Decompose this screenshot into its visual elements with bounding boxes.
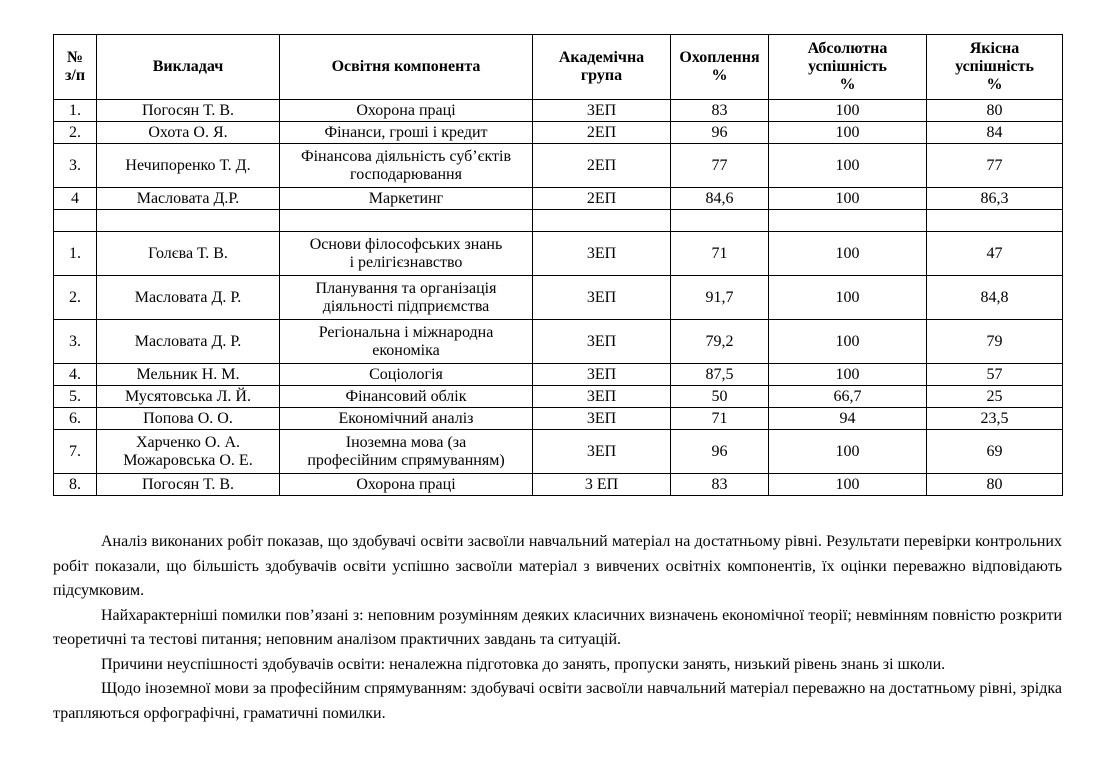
cell-group-text: 3ЕП [586,244,617,262]
cell-group [533,144,671,188]
cell-absolute-success [769,144,927,188]
cell-quality-success-text: 84,8 [980,288,1009,306]
cell-group [533,276,671,320]
cell-teacher-text: Мусятовська Л. Й. [125,387,251,405]
cell-group [533,386,671,408]
cell-absolute-success-text: 66,7 [833,387,862,405]
header-component: Освітня компонента [280,35,533,100]
cell-coverage [671,386,769,408]
cell-coverage-text: 50 [711,387,728,405]
cell-coverage [671,210,769,232]
cell-number [54,320,97,364]
cell-absolute-success [769,430,927,474]
table-row [54,100,1063,122]
cell-component-text: Маркетинг [368,189,444,207]
cell-quality-success [927,430,1063,474]
cell-number-text: 3. [69,156,81,174]
header-coverage: Охоплення % [671,35,769,100]
cell-component [280,364,533,386]
cell-teacher-text: Харченко О. А. Можаровська О. Е. [123,433,253,469]
cell-number [54,122,97,144]
header-teacher: Викладач [97,35,280,100]
table-row [54,210,1063,232]
cell-component-text: Фінансовий облік [345,387,467,405]
cell-absolute-success-text: 100 [835,156,860,174]
cell-component-text: Фінансова діяльність суб’єктів господарювання [300,147,512,183]
cell-coverage-text: 87,5 [705,365,734,383]
cell-coverage-text: 96 [711,123,728,141]
cell-number-text: 4 [71,189,79,207]
cell-absolute-success-text: 94 [839,409,856,427]
table-row [54,232,1063,276]
cell-coverage [671,144,769,188]
cell-quality-success [927,276,1063,320]
cell-component [280,474,533,496]
cell-number-text: 4. [69,365,81,383]
cell-teacher-text: Масловата Д. Р. [134,288,242,306]
cell-group-text: 3ЕП [586,332,617,350]
cell-teacher [97,408,280,430]
cell-component [280,188,533,210]
cell-teacher-text: Мельник Н. М. [136,365,240,383]
cell-component [280,320,533,364]
table-row [54,188,1063,210]
cell-group-text: 2ЕП [586,189,617,207]
cell-absolute-success [769,386,927,408]
cell-coverage-text: 91,7 [705,288,734,306]
cell-group [533,210,671,232]
cell-teacher [97,320,280,364]
table-row [54,386,1063,408]
cell-number [54,100,97,122]
cell-component [280,408,533,430]
cell-number [54,430,97,474]
cell-teacher [97,430,280,474]
cell-coverage [671,364,769,386]
cell-component [280,122,533,144]
paragraph-errors: Найхарактерніші помилки пов’язані з: неповним розумінням деяких класичних визначень економічної теорії; невмінням повністю розкрити теоретичні та тестові питання; неповним аналізом практичних завдань та ситуацій. [53,606,1062,648]
cell-number [54,188,97,210]
cell-quality-success-text: 77 [986,156,1003,174]
cell-group [533,474,671,496]
cell-teacher-text: Масловата Д.Р. [136,189,240,207]
cell-quality-success-text: 79 [986,332,1003,350]
cell-quality-success-text: 47 [986,244,1003,262]
cell-teacher [97,474,280,496]
cell-absolute-success [769,210,927,232]
cell-absolute-success [769,364,927,386]
table-row [54,474,1063,496]
cell-quality-success [927,100,1063,122]
cell-component-text: Охорона праці [356,475,456,493]
cell-quality-success [927,122,1063,144]
cell-teacher-text: Масловата Д. Р. [134,332,242,350]
cell-absolute-success-text: 100 [835,332,860,350]
cell-component [280,232,533,276]
grades-table [53,34,1063,496]
cell-group-text: 3ЕП [586,409,617,427]
header-number: № з/п [54,35,97,100]
cell-coverage [671,100,769,122]
cell-coverage [671,232,769,276]
cell-quality-success-text: 86,3 [980,189,1009,207]
cell-quality-success [927,320,1063,364]
cell-coverage-text: 83 [711,475,728,493]
cell-number-text: 5. [69,387,81,405]
cell-number-text: 7. [69,442,81,460]
cell-quality-success [927,386,1063,408]
cell-teacher [97,210,280,232]
cell-coverage [671,188,769,210]
table-row [54,144,1063,188]
cell-quality-success-text: 84 [986,123,1003,141]
cell-group-text: 3ЕП [586,365,617,383]
cell-group [533,188,671,210]
cell-group-text: 3 ЕП [584,475,619,493]
table-row [54,276,1063,320]
cell-component [280,276,533,320]
cell-group [533,408,671,430]
table-header-row [54,35,1063,100]
cell-component [280,100,533,122]
cell-coverage-text: 96 [711,442,728,460]
cell-number-text: 3. [69,332,81,350]
cell-teacher-text: Попова О. О. [143,409,233,427]
cell-group-text: 3ЕП [586,442,617,460]
cell-number [54,232,97,276]
table-body [54,100,1063,496]
cell-component-text: Економічний аналіз [338,409,474,427]
cell-number-text: 8. [69,475,81,493]
table-row [54,430,1063,474]
cell-teacher [97,122,280,144]
cell-quality-success-text: 80 [986,101,1003,119]
cell-number-text: 2. [69,123,81,141]
cell-absolute-success-text: 100 [835,442,860,460]
cell-absolute-success [769,408,927,430]
cell-quality-success [927,210,1063,232]
cell-absolute-success-text: 100 [835,189,860,207]
cell-coverage-text: 83 [711,101,728,119]
cell-coverage [671,276,769,320]
cell-number [54,408,97,430]
cell-coverage-text: 71 [711,409,728,427]
cell-absolute-success [769,232,927,276]
cell-absolute-success-text: 100 [835,101,860,119]
cell-absolute-success-text: 100 [835,365,860,383]
cell-teacher-text: Погосян Т. В. [142,101,234,119]
cell-teacher [97,386,280,408]
cell-coverage [671,474,769,496]
cell-coverage-text: 71 [711,244,728,262]
cell-number [54,276,97,320]
cell-component [280,144,533,188]
cell-quality-success [927,188,1063,210]
cell-number-text: 1. [69,244,81,262]
cell-coverage [671,320,769,364]
header-absolute-success: Абсолютна успішність % [769,35,927,100]
cell-number [54,210,97,232]
cell-teacher [97,188,280,210]
cell-group-text: 2ЕП [586,123,617,141]
cell-quality-success [927,144,1063,188]
cell-component-text: Охорона праці [356,101,456,119]
cell-quality-success [927,408,1063,430]
cell-group [533,100,671,122]
cell-coverage [671,122,769,144]
cell-coverage [671,408,769,430]
cell-absolute-success [769,122,927,144]
cell-component [280,430,533,474]
cell-component-text: Іноземна мова (за професійним спрямуванням) [307,433,505,469]
cell-absolute-success [769,276,927,320]
cell-absolute-success-text: 100 [835,123,860,141]
table-row [54,364,1063,386]
paragraph-analysis: Аналіз виконаних робіт показав, що здобувачі освіти засвоїли навчальний матеріал на достатньому рівні. Результати перевірки контрольних робіт показали, що більшість здобувачів освіти успішно засвоїли матеріал з вивчених освітніх компонентів, їх оцінки переважно відповідають підсумковим. [53,533,1062,599]
analysis-text [53,530,1062,726]
cell-teacher [97,276,280,320]
cell-number [54,364,97,386]
cell-quality-success-text: 23,5 [980,409,1009,427]
cell-component-text: Основи філософських знань і релігієзнавство [309,235,503,271]
cell-absolute-success-text: 100 [835,475,860,493]
cell-coverage-text: 84,6 [705,189,734,207]
cell-component-text: Фінанси, гроші і кредит [324,123,488,141]
cell-number-text: 6. [69,409,81,427]
cell-coverage [671,430,769,474]
paragraph-reasons: Причини неуспішності здобувачів освіти: неналежна підготовка до занять, пропуски занять, низький рівень знань зі школи. [101,655,946,673]
table-row [54,408,1063,430]
cell-coverage-text: 77 [711,156,728,174]
cell-number [54,474,97,496]
cell-number [54,144,97,188]
cell-group [533,122,671,144]
paragraph-foreign-language: Щодо іноземної мови за професійним спрямуванням: здобувачі освіти засвоїли навчальний матеріал переважно на достатньому рівні, зрідка трапляються орфографічні, граматичні помилки. [53,680,1062,722]
header-group: Академічна група [533,35,671,100]
cell-component-text: Соціологія [369,365,443,383]
cell-absolute-success [769,100,927,122]
cell-group-text: 2ЕП [586,156,617,174]
cell-number-text: 1. [69,101,81,119]
cell-absolute-success [769,474,927,496]
cell-absolute-success [769,188,927,210]
cell-group [533,232,671,276]
cell-quality-success-text: 25 [986,387,1003,405]
cell-teacher [97,232,280,276]
cell-teacher [97,364,280,386]
cell-teacher-text: Нечипоренко Т. Д. [125,156,251,174]
cell-component [280,210,533,232]
cell-quality-success-text: 69 [986,442,1003,460]
cell-teacher [97,144,280,188]
cell-quality-success [927,364,1063,386]
cell-teacher-text: Охота О. Я. [148,123,228,141]
table-row [54,320,1063,364]
cell-group [533,430,671,474]
cell-quality-success [927,232,1063,276]
cell-number [54,386,97,408]
cell-group [533,320,671,364]
cell-component-text: Регіональна і міжнародна економіка [318,323,494,359]
cell-teacher [97,100,280,122]
cell-group-text: 3ЕП [586,101,617,119]
cell-quality-success [927,474,1063,496]
cell-coverage-text: 79,2 [705,332,734,350]
cell-group-text: 3ЕП [586,288,617,306]
cell-teacher-text: Погосян Т. В. [142,475,234,493]
cell-quality-success-text: 80 [986,475,1003,493]
cell-group [533,364,671,386]
cell-component [280,386,533,408]
cell-component-text: Планування та організація діяльності підприємства [315,279,497,315]
table-row [54,122,1063,144]
cell-quality-success-text: 57 [986,365,1003,383]
cell-absolute-success-text: 100 [835,244,860,262]
cell-absolute-success [769,320,927,364]
cell-teacher-text: Голєва Т. В. [148,244,228,262]
cell-group-text: 3ЕП [586,387,617,405]
cell-absolute-success-text: 100 [835,288,860,306]
cell-number-text: 2. [69,288,81,306]
header-quality-success: Якісна успішність % [927,35,1063,100]
